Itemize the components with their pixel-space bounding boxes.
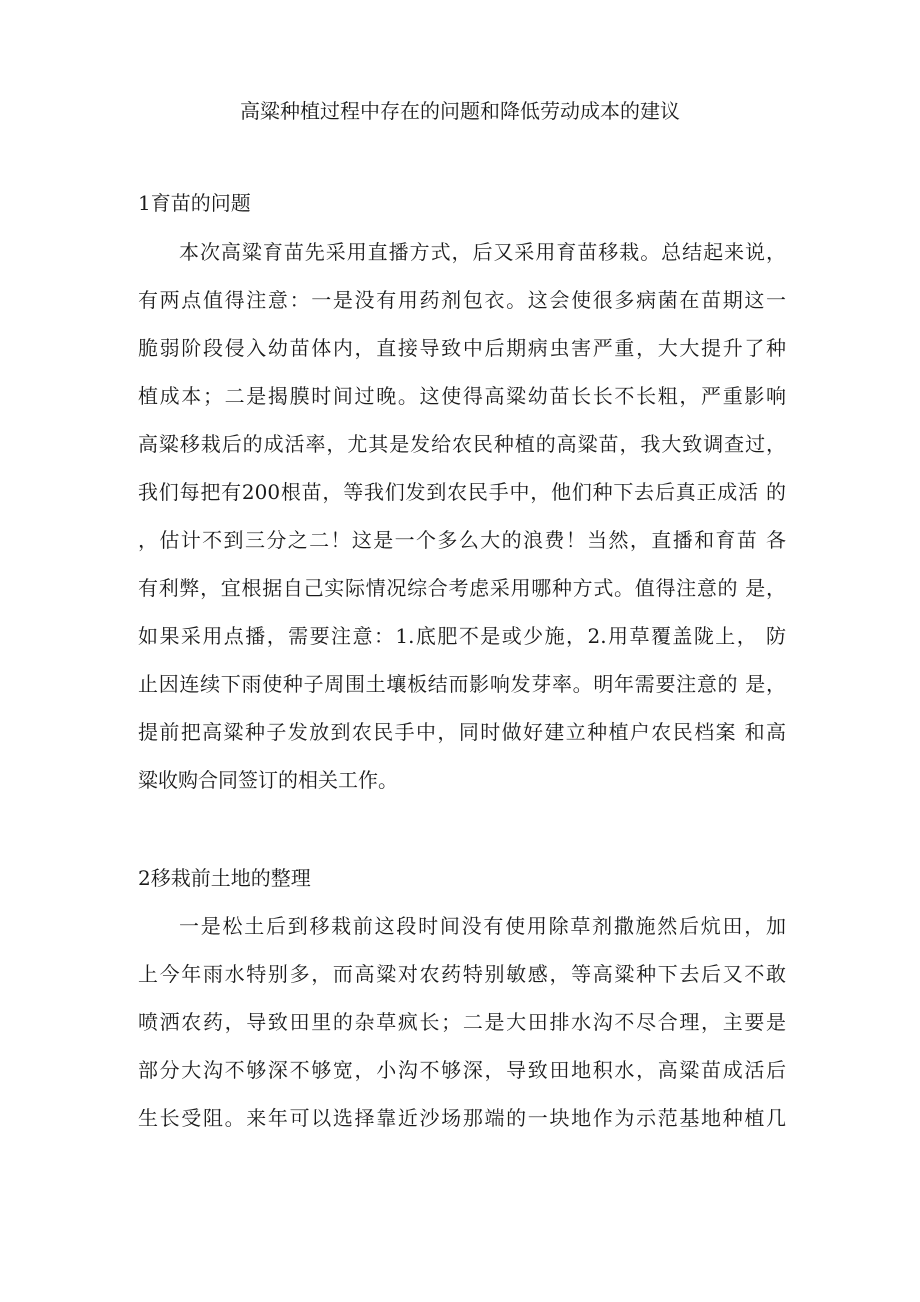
paragraph-line: 部分大沟不够深不够宽，小沟不够深，导致田地积水，高粱苗成活后 [138,1058,786,1082]
paragraph-line: ，估计不到三分之二！这是一个多么大的浪费！当然，直播和育苗 各 [138,528,786,552]
paragraph-line: 生长受阻。来年可以选择靠近沙场那端的一块地作为示范基地种植几 [138,1106,786,1130]
paragraph-line: 粱收购合同签订的相关工作。 [138,768,398,792]
paragraph-line: 高粱移栽后的成活率，尤其是发给农民种植的高粱苗，我大致调查过， [138,432,786,456]
document-title: 高粱种植过程中存在的问题和降低劳动成本的建议 [240,99,680,123]
paragraph-line: 脆弱阶段侵入幼苗体内，直接导致中后期病虫害严重，大大提升了种 [138,336,786,360]
paragraph-line: 提前把高粱种子发放到农民手中，同时做好建立种植户农民档案 和高 [138,720,786,744]
paragraph-line: 有利弊，宜根据自己实际情况综合考虑采用哪种方式。值得注意的 是， [138,576,786,600]
paragraph-line: 我们每把有200根苗，等我们发到农民手中，他们种下去后真正成活 的 [138,480,786,504]
paragraph-line: 本次高粱育苗先采用直播方式，后又采用育苗移栽。总结起来说， [179,240,786,264]
paragraph-line: 喷洒农药，导致田里的杂草疯长；二是大田排水沟不尽合理，主要是 [138,1010,786,1034]
paragraph-line: 一是松土后到移栽前这段时间没有使用除草剂撒施然后炕田，加 [179,914,786,938]
section-heading-seedling: 1育苗的问题 [138,191,251,215]
paragraph-line: 止因连续下雨使种子周围土壤板结而影响发芽率。明年需要注意的 是， [138,672,786,696]
paragraph-line: 上今年雨水特别多，而高粱对农药特别敏感，等高粱种下去后又不敢 [138,962,786,986]
section-heading-land-preparation: 2移栽前土地的整理 [138,866,311,890]
paragraph-line: 有两点值得注意：一是没有用药剂包衣。这会使很多病菌在苗期这一 [138,288,786,312]
paragraph-line: 如果采用点播，需要注意：1.底肥不是或少施，2.用草覆盖陇上， 防 [138,624,786,648]
paragraph-line: 植成本；二是揭膜时间过晚。这使得高粱幼苗长长不长粗，严重影响 [138,384,786,408]
